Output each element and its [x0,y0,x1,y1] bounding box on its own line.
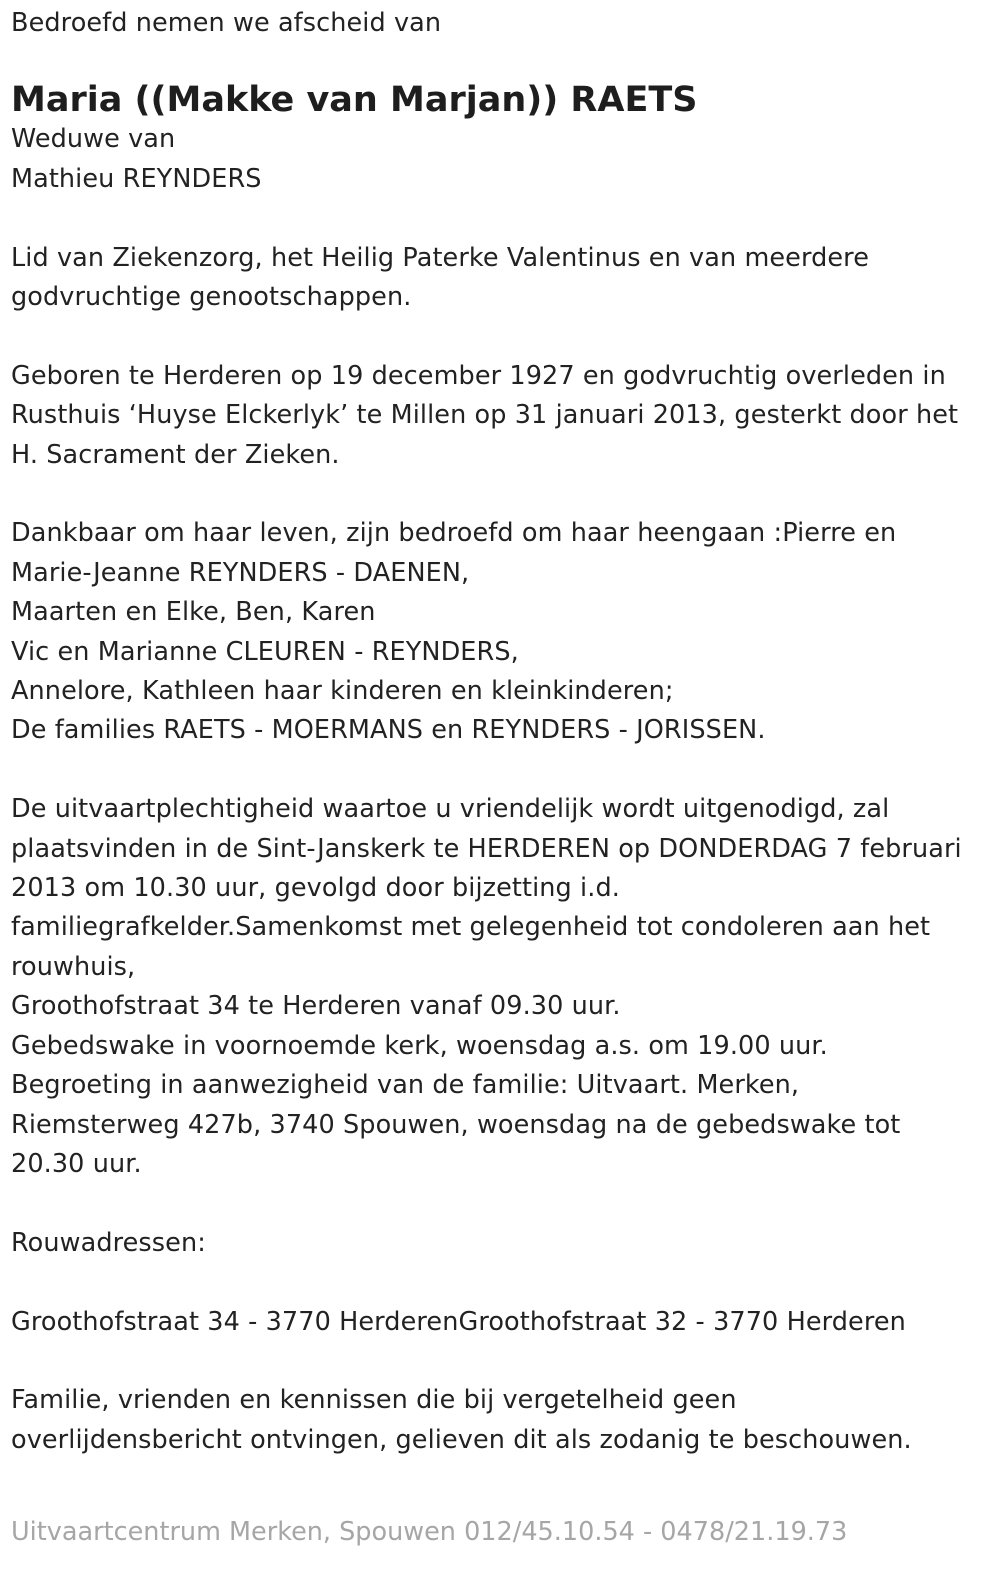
family-line: Vic en Marianne CLEUREN - REYNDERS, [11,636,519,667]
family-line: Marie-Jeanne REYNDERS - DAENEN, [11,557,470,588]
notice-line: Familie, vrienden en kennissen die bij vergetelheid geen [11,1385,737,1416]
membership-section [11,239,990,318]
membership-line: Lid van Ziekenzorg, het Heilig Paterke Valentinus en van meerdere [11,242,869,273]
spacer [11,1263,990,1302]
ceremony-line: rouwhuis, [11,951,136,982]
notice-section [11,1381,990,1460]
ceremony-line: familiegrafkelder.Samenkomst met gelegenheid tot condoleren aan het [11,912,931,943]
family-line: De families RAETS - MOERMANS en REYNDERS - JORISSEN. [11,715,766,746]
ceremony-line: 20.30 uur. [11,1148,142,1179]
spouse-section [11,120,990,199]
spacer [11,475,990,514]
spacer [11,751,990,790]
spacer [11,317,990,356]
family-line: Annelore, Kathleen haar kinderen en kleinkinderen; [11,676,674,707]
spacer [11,199,990,238]
spouse-line: Mathieu REYNDERS [11,163,262,194]
family-section [11,514,990,750]
membership-line: godvruchtige genootschappen. [11,282,412,313]
ceremony-line: Groothofstraat 34 te Herderen vanaf 09.30 uur. [11,991,621,1022]
birth-death-line: Rusthuis ‘Huyse Elckerlyk’ te Millen op 31 januari 2013, gesterkt door het [11,400,959,431]
spacer [11,1342,990,1381]
addresses-text: Groothofstraat 34 - 3770 HerderenGroothofstraat 32 - 3770 Herderen [11,1306,906,1337]
ceremony-line: plaatsvinden in de Sint-Janskerk te HERDEREN op DONDERDAG 7 februari [11,833,962,864]
ceremony-line: Gebedswake in voornoemde kerk, woensdag a.s. om 19.00 uur. [11,1030,828,1061]
family-line: Maarten en Elke, Ben, Karen [11,597,376,628]
ceremony-line: De uitvaartplechtigheid waartoe u vriendelijk wordt uitgenodigd, zal [11,794,890,825]
funeral-home-footer: Uitvaartcentrum Merken, Spouwen 012/45.10.54 - 0478/21.19.73 [11,1517,848,1547]
birth-death-line: Geboren te Herderen op 19 december 1927 en godvruchtig overleden in [11,360,946,391]
deceased-name: Maria ((Makke van Marjan)) RAETS [11,80,698,121]
intro-text: Bedroefd nemen we afscheid van [11,8,442,38]
family-line: Dankbaar om haar leven, zijn bedroefd om haar heengaan :Pierre en [11,518,897,549]
spouse-line: Weduwe van [11,124,176,155]
addresses-label: Rouwadressen: [11,1227,206,1258]
birth-death-line: H. Sacrament der Zieken. [11,439,340,470]
ceremony-line: Riemsterweg 427b, 3740 Spouwen, woensdag na de gebedswake tot [11,1109,901,1140]
spacer [11,1184,990,1223]
ceremony-line: Begroeting in aanwezigheid van de familie: Uitvaart. Merken, [11,1070,800,1101]
ceremony-line: 2013 om 10.30 uur, gevolgd door bijzetting i.d. [11,873,620,904]
notice-line: overlijdensbericht ontvingen, gelieven dit als zodanig te beschouwen. [11,1424,912,1455]
birth-death-section [11,357,990,475]
ceremony-section [11,790,990,1184]
